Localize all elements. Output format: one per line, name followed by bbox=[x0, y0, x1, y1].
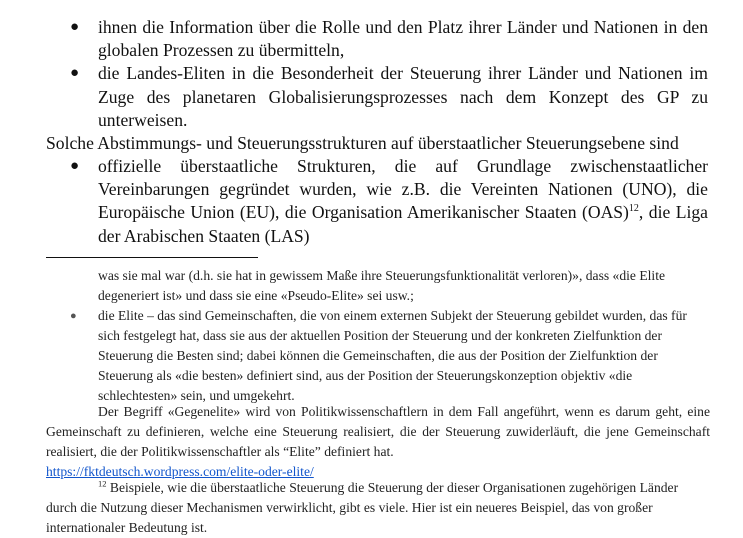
footnote-bullet-list bbox=[0, 306, 708, 406]
footnote-continuation: was sie mal war (d.h. sie hat in gewissem Maße ihre Steuerungsfunktionalität verloren)», dass «die Elite degeneriert ist» und dass sie eine «Pseudo-Elite» sei usw.; bbox=[98, 268, 666, 303]
footnote-12-text: Beispiele, wie die überstaatliche Steuerung die Steuerung der dieser Organisationen zugehörigen Länder durch die Nutzung dieser Mechanismen verwirklicht, gibt es viele. Hier ist ein neueres Beispiel, das von großer internationaler Bedeutung ist. bbox=[46, 480, 679, 535]
footnote-gegenelite-paragraph: Der Begriff «Gegenelite» wird von Politikwissenschaftlern in dem Fall angeführt, wenn es darum geht, eine Gemeinschaft zu definieren, welche eine Steuerung realisiert, die der Steuerung zuwiderläuft, die jene Gemeinschaft realisiert, die der Politikwissenschaftler als “Elite” definiert hat. bbox=[46, 404, 710, 459]
bullet-dot-icon: ● bbox=[70, 19, 80, 35]
body-paragraph: Solche Abstimmungs- und Steuerungsstrukturen auf überstaatlicher Steuerungsebene sind bbox=[46, 133, 679, 153]
bullet-dot-icon: ● bbox=[70, 158, 80, 174]
footnote-separator bbox=[46, 257, 258, 258]
list-item bbox=[0, 306, 708, 406]
bullet-list-top bbox=[0, 16, 708, 132]
list-item-text: ihnen die Information über die Rolle und den Platz ihrer Länder und Nationen in den globalen Prozessen zu übermitteln, bbox=[98, 17, 708, 61]
footnote-reference[interactable]: 12 bbox=[628, 203, 639, 215]
footnote-12 bbox=[46, 478, 710, 538]
list-item bbox=[0, 62, 708, 132]
footnote-link[interactable]: https://fktdeutsch.wordpress.com/elite-oder-elite/ bbox=[46, 464, 314, 479]
list-item-text: die Elite – das sind Gemeinschaften, die von einem externen Subjekt der Steuerung gebildet wurden, das für sich festgelegt hat, dass sie aus der aktuellen Position der Steuerung und der konkreten Zielfunktion der Steuerung die Besten sind; dabei können die Gemeinschaften, die aus der Position der Zielfunktion der Steuerung als «die besten» definiert sind, aus der Position der Steuerungskonzeption objektiv «die schlechtesten» sein, und umgekehrt. bbox=[98, 308, 687, 403]
bullet-list-structures bbox=[0, 155, 708, 248]
bullet-dot-icon: ● bbox=[70, 65, 80, 82]
list-item-text: die Landes-Eliten in die Besonderheit der Steuerung ihrer Länder und Nationen im Zuge des planetaren Globalisierungsprozesses nach dem Konzept des GP zu unterweisen. bbox=[98, 63, 708, 130]
list-item bbox=[0, 16, 708, 62]
list-item-text-tail: , die Liga der Arabischen Staaten (LAS) bbox=[98, 202, 708, 246]
bullet-dot-icon: ● bbox=[70, 310, 77, 322]
list-item-text: offizielle überstaatliche Strukturen, die auf Grundlage zwischenstaatlicher Vereinbarungen gegründet wurden, wie z.B. die Vereinten Nationen (UNO), die Europäische Union (EU), die Organisation Amerikanischer Staaten (OAS) bbox=[98, 156, 708, 223]
footnote-number: 12 bbox=[98, 478, 107, 489]
list-item bbox=[0, 155, 708, 248]
